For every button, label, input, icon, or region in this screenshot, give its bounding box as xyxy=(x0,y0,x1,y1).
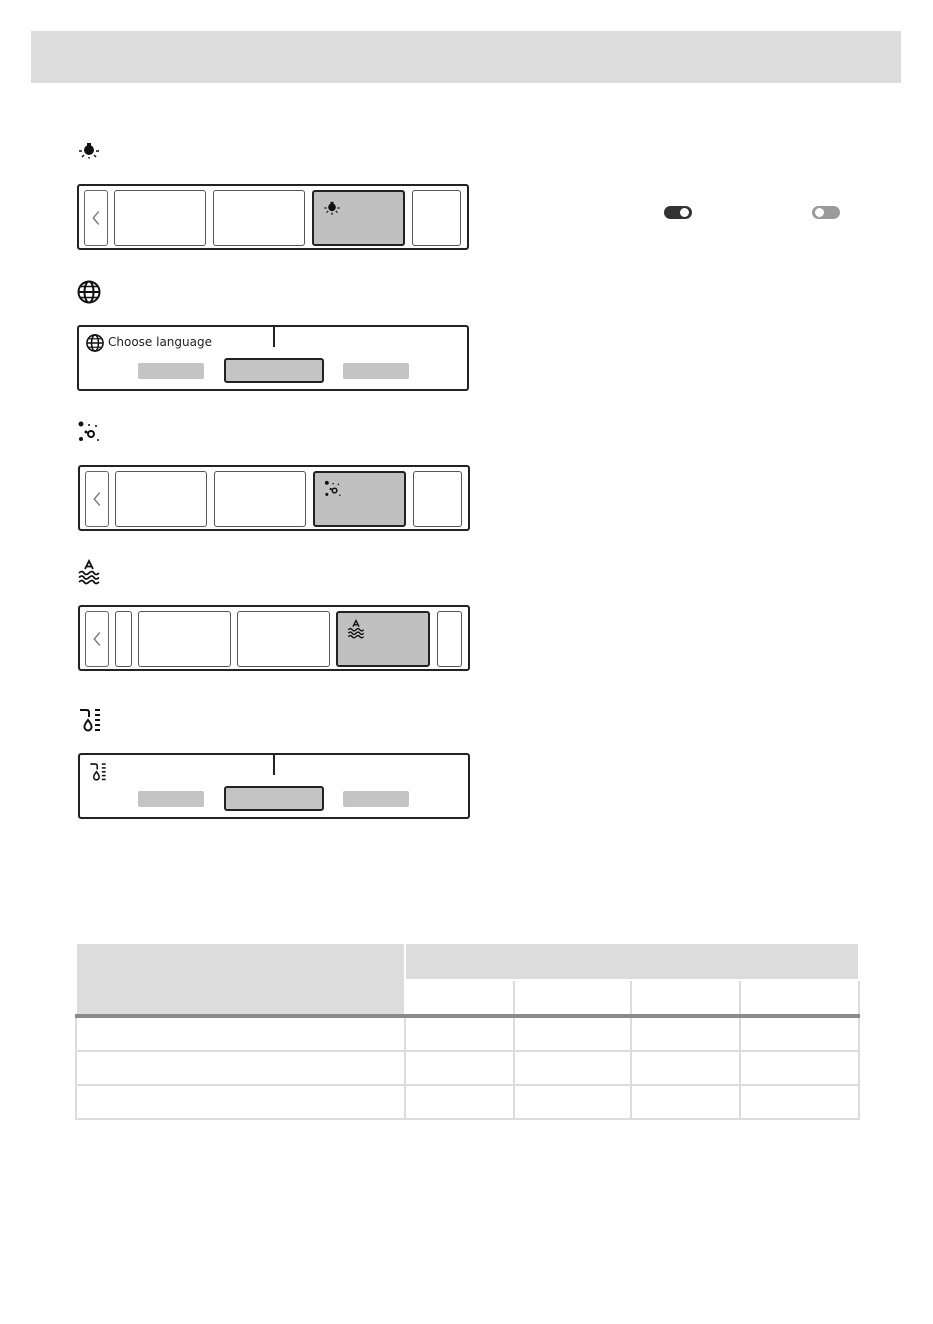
detergent-icon xyxy=(76,419,102,445)
rinse-aid-icon xyxy=(88,761,108,781)
option-tile[interactable] xyxy=(114,190,206,246)
slider-option[interactable] xyxy=(343,791,409,807)
globe-icon xyxy=(85,333,105,353)
chevron-left-icon xyxy=(86,472,108,526)
table-header-cell xyxy=(514,980,631,1016)
option-tile[interactable] xyxy=(413,471,462,527)
detergent-option-tile-selected[interactable] xyxy=(313,471,406,527)
back-button[interactable] xyxy=(84,190,108,246)
table-header-cell xyxy=(740,980,859,1016)
slider-tick xyxy=(273,327,275,347)
option-tile[interactable] xyxy=(237,611,330,667)
slider-option[interactable] xyxy=(343,363,409,379)
detergent-setting-panel xyxy=(78,465,470,531)
water-hardness-icon xyxy=(346,619,366,639)
slider-option[interactable] xyxy=(138,363,204,379)
water-hardness-option-tile-selected[interactable] xyxy=(336,611,430,667)
chevron-left-icon xyxy=(85,191,107,245)
lightbulb-icon xyxy=(322,198,342,218)
rinse-aid-icon xyxy=(77,706,103,732)
toggle-off[interactable] xyxy=(812,206,840,219)
table-header-cell xyxy=(405,980,514,1016)
slider-option-selected[interactable] xyxy=(224,786,324,811)
slider-option-selected[interactable] xyxy=(224,358,324,383)
back-button[interactable] xyxy=(85,471,109,527)
table-header-corner xyxy=(76,943,405,1016)
slider-tick xyxy=(273,755,275,775)
language-setting-panel xyxy=(77,325,469,391)
option-tile[interactable] xyxy=(115,611,132,667)
option-tile[interactable] xyxy=(115,471,207,527)
header-bar xyxy=(31,31,901,83)
option-tile[interactable] xyxy=(213,190,305,246)
table-row xyxy=(76,1051,859,1085)
water-hardness-icon xyxy=(76,559,102,585)
table-row xyxy=(76,1085,859,1119)
globe-icon xyxy=(76,279,102,305)
water-hardness-setting-panel xyxy=(78,605,470,671)
light-option-tile-selected[interactable] xyxy=(312,190,405,246)
rinse-aid-setting-panel xyxy=(78,753,470,819)
detergent-icon xyxy=(323,479,343,499)
table-header-group xyxy=(405,943,859,980)
lightbulb-icon xyxy=(76,138,102,164)
settings-table xyxy=(75,942,860,1120)
table-header-cell xyxy=(631,980,740,1016)
slider-option[interactable] xyxy=(138,791,204,807)
light-setting-panel xyxy=(77,184,469,250)
choose-language-label: Choose language xyxy=(108,335,212,349)
option-tile[interactable] xyxy=(412,190,461,246)
option-tile[interactable] xyxy=(437,611,462,667)
chevron-left-icon xyxy=(86,612,108,666)
toggle-on[interactable] xyxy=(664,206,692,219)
back-button[interactable] xyxy=(85,611,109,667)
table-row xyxy=(76,1016,859,1051)
option-tile[interactable] xyxy=(138,611,231,667)
option-tile[interactable] xyxy=(214,471,306,527)
